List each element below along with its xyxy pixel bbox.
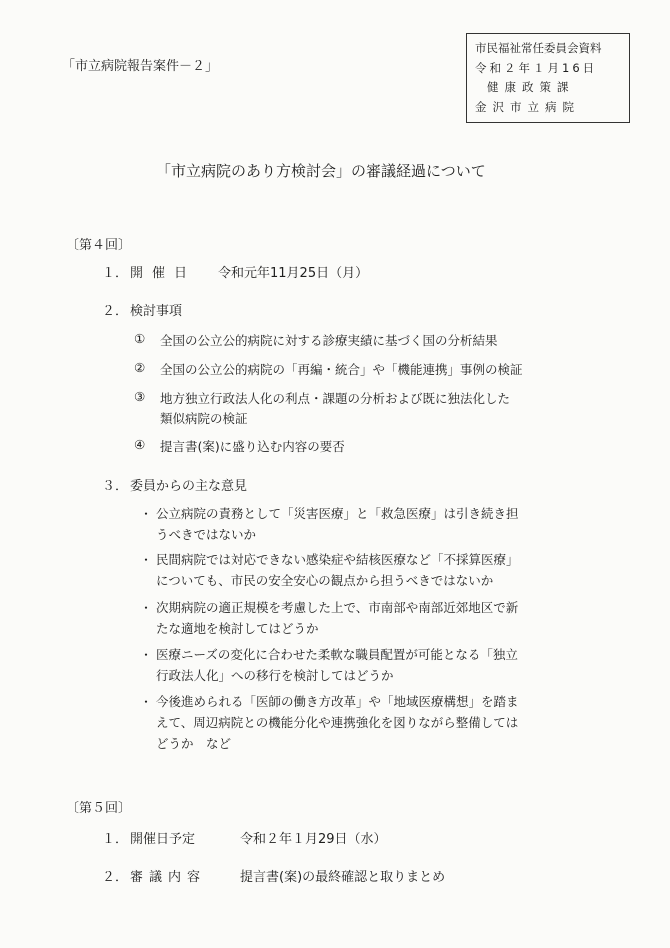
- session5-date-label: 開催日予定: [130, 832, 196, 847]
- meta-hospital: 金沢市立病院: [475, 99, 580, 114]
- session5-content-value: 提言書(案)の最終確認と取りまとめ: [240, 870, 446, 885]
- topic-mark-3: ③: [134, 389, 146, 404]
- topic-mark-2: ②: [134, 360, 146, 375]
- session4-opinions-label: 委員からの主な意見: [130, 479, 248, 494]
- session5-heading: 〔第５回〕: [66, 801, 132, 816]
- topic-text-4: 提言書(案)に盛り込む内容の要否: [160, 439, 345, 454]
- topic-text-3: 地方独立行政法人化の利点・課題の分析および既に独法化した: [160, 391, 511, 406]
- opinion-4-line-1: 医療ニーズの変化に合わせた柔軟な職員配置が可能となる「独立: [156, 647, 518, 662]
- session4-date-value: 令和元年11月25日（月）: [218, 266, 369, 281]
- meta-date: 令和２年１月16日: [475, 60, 598, 75]
- topic-mark-1: ①: [134, 331, 146, 346]
- session5-content-label: 審議内容: [130, 870, 207, 885]
- opinion-3: [156, 597, 518, 639]
- opinion-5: [156, 691, 519, 754]
- opinion-bullet-1: ・: [140, 507, 153, 521]
- opinion-2-line-2: についても、市民の安全安心の観点から担うべきではないか: [156, 573, 494, 588]
- session5-date-value: 令和２年１月29日（水）: [240, 832, 387, 847]
- report-label: 「市立病院報告案件－２」: [62, 59, 219, 74]
- session4-opinions-num: ３．: [102, 479, 129, 494]
- session4-heading: 〔第４回〕: [66, 238, 132, 253]
- opinion-1-line-2: うべきではないか: [156, 527, 257, 542]
- session5-date-num: １．: [102, 832, 129, 847]
- opinion-bullet-5: ・: [140, 695, 153, 709]
- page-title: 「市立病院のあり方検討会」の審議経過について: [156, 162, 486, 180]
- opinion-bullet-4: ・: [140, 648, 153, 662]
- session4-date-label: 開催日: [130, 266, 197, 281]
- meta-department: 健康政策課: [487, 80, 575, 95]
- opinion-4: [156, 644, 518, 686]
- topic-text-1: 全国の公立公的病院に対する診療実績に基づく国の分析結果: [160, 333, 498, 348]
- opinion-1-line-1: 公立病院の責務として「災害医療」と「救急医療」は引き続き担: [156, 506, 519, 521]
- opinion-4-line-2: 行政法人化」への移行を検討してはどうか: [156, 668, 394, 683]
- meta-committee: 市民福祉常任委員会資料: [475, 41, 602, 55]
- session4-topics-label: 検討事項: [130, 304, 183, 319]
- document-meta-box: [466, 33, 630, 123]
- session5-content-num: ２．: [102, 870, 129, 885]
- opinion-5-line-1: 今後進められる「医師の働き方改革」や「地域医療構想」を踏ま: [156, 694, 519, 709]
- opinion-bullet-3: ・: [140, 601, 153, 615]
- opinion-2-line-1: 民間病院では対応できない感染症や結核医療など「不採算医療」: [156, 552, 519, 567]
- topic-mark-4: ④: [134, 437, 146, 452]
- opinion-3-line-1: 次期病院の適正規模を考慮した上で、市南部や南部近郊地区で新: [156, 600, 519, 615]
- opinion-1: [156, 503, 519, 545]
- session4-date-num: １．: [102, 266, 129, 281]
- topic-text-2: 全国の公立公的病院の「再編・統合」や「機能連携」事例の検証: [160, 362, 523, 377]
- session4-topics-num: ２．: [102, 304, 129, 319]
- opinion-5-line-2: えて、周辺病院との機能分化や連携強化を図りながら整備しては: [156, 715, 519, 730]
- opinion-3-line-2: たな適地を検討してはどうか: [156, 621, 319, 636]
- topic-text-3-cont: 類似病院の検証: [160, 411, 248, 426]
- opinion-bullet-2: ・: [140, 553, 153, 567]
- opinion-5-line-3: どうか など: [156, 736, 232, 751]
- opinion-2: [156, 549, 519, 591]
